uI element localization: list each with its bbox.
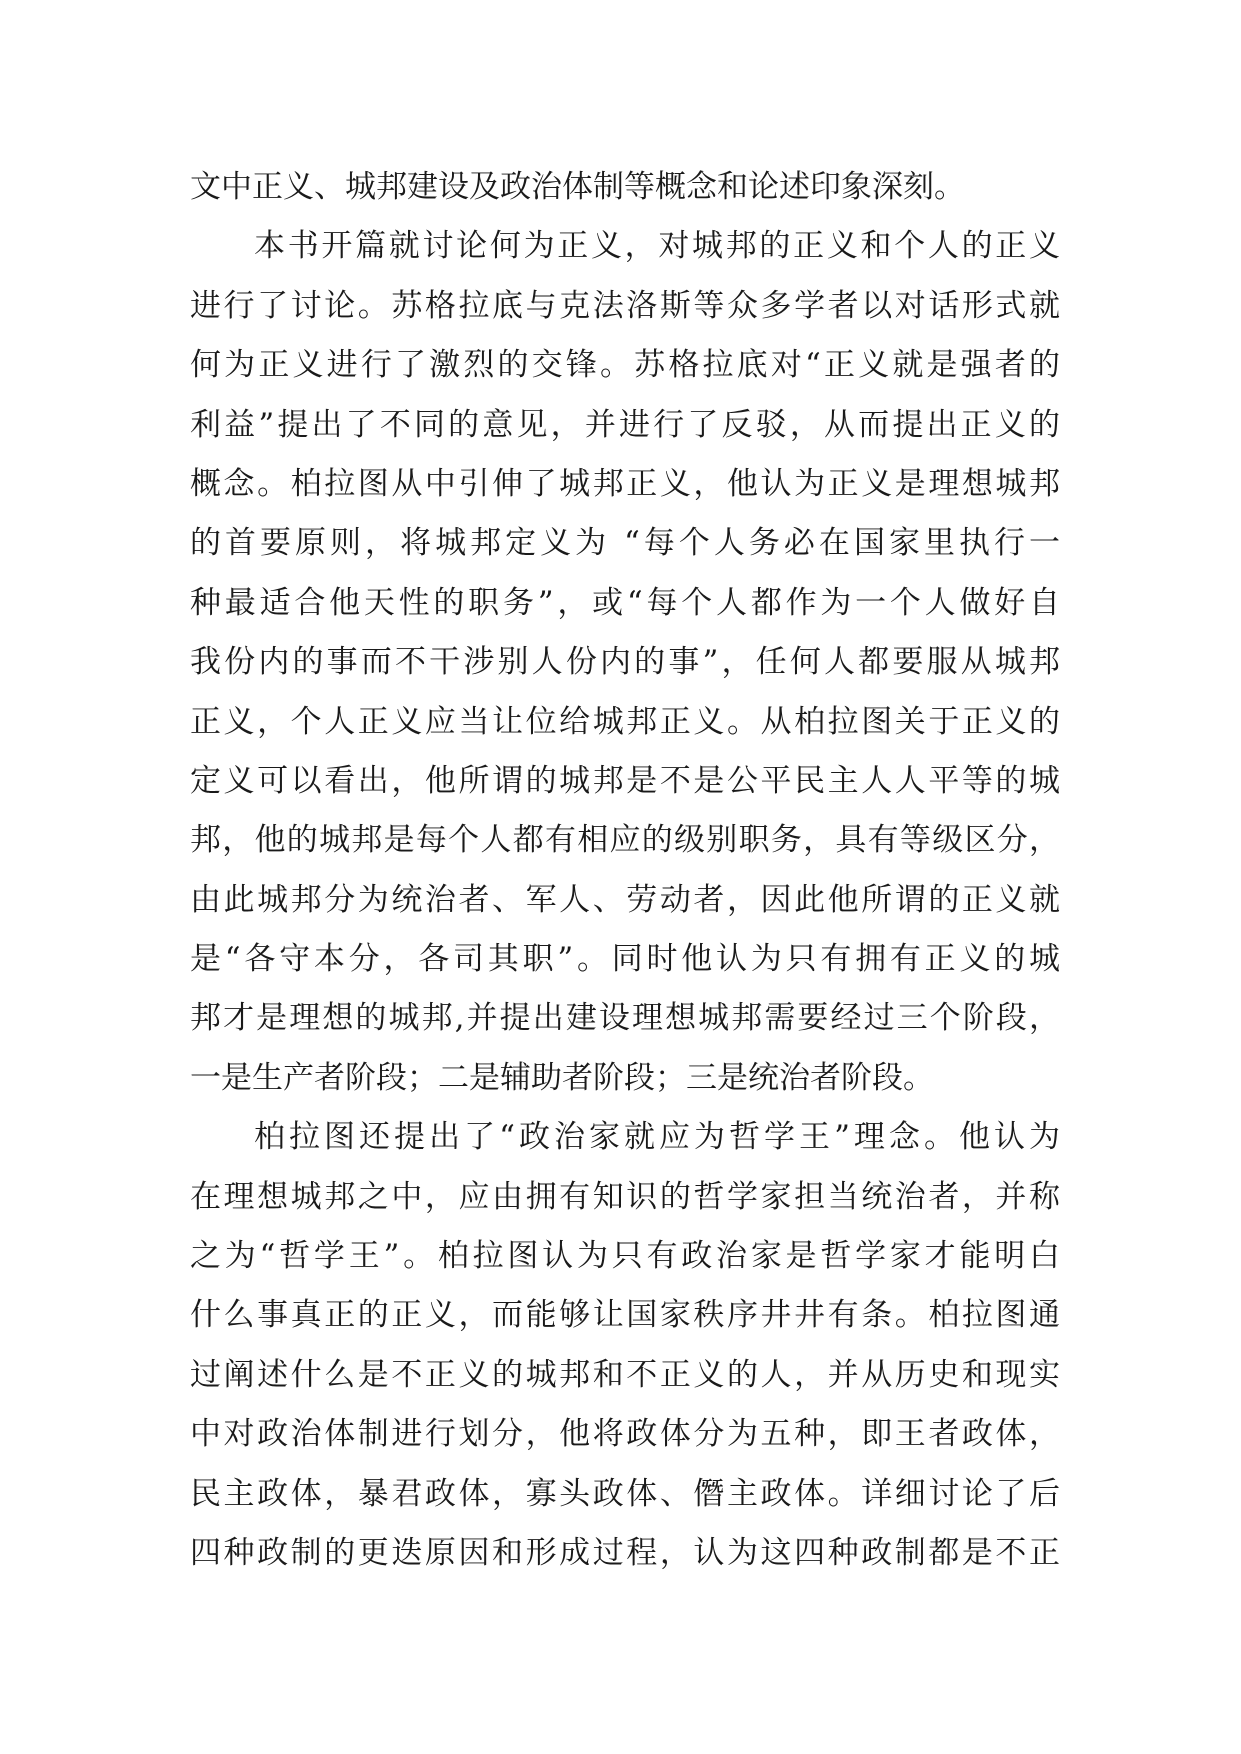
text-line: 邦，他的城邦是每个人都有相应的级别职务，具有等级区分， <box>190 822 1060 859</box>
text-line: 进行了讨论。苏格拉底与克法洛斯等众多学者以对话形式就 <box>190 287 1060 324</box>
text-line: 过阐述什么是不正义的城邦和不正义的人，并从历史和现实 <box>190 1356 1060 1393</box>
text-line: 正义，个人正义应当让位给城邦正义。从柏拉图关于正义的 <box>190 703 1060 740</box>
text-line: 文中正义、城邦建设及政治体制等概念和论述印象深刻。 <box>190 169 965 205</box>
text-line: 在理想城邦之中，应由拥有知识的哲学家担当统治者，并称 <box>190 1178 1060 1215</box>
text-line: 的首要原则，将城邦定义为 “每个人务必在国家里执行一 <box>190 525 1060 562</box>
text-line: 种最适合他天性的职务”，或“每个人都作为一个人做好自 <box>190 584 1060 621</box>
text-line: 之为“哲学王”。柏拉图认为只有政治家是哲学家才能明白 <box>190 1238 1060 1275</box>
text-line: 邦才是理想的城邦,并提出建设理想城邦需要经过三个阶段， <box>190 1000 1060 1037</box>
paragraph-first-line: 本书开篇就讨论何为正义，对城邦的正义和个人的正义 <box>254 228 1060 265</box>
text-line: 概念。柏拉图从中引伸了城邦正义，他认为正义是理想城邦 <box>190 465 1060 502</box>
text-line: 我份内的事而不干涉别人份内的事”，任何人都要服从城邦 <box>190 644 1060 681</box>
text-line: 定义可以看出，他所谓的城邦是不是公平民主人人平等的城 <box>190 762 1060 799</box>
text-line: 何为正义进行了激烈的交锋。苏格拉底对“正义就是强者的 <box>190 347 1060 384</box>
text-line: 由此城邦分为统治者、军人、劳动者，因此他所谓的正义就 <box>190 881 1060 918</box>
text-line: 民主政体，暴君政体，寡头政体、僭主政体。详细讨论了后 <box>190 1475 1060 1512</box>
text-line: 什么事真正的正义，而能够让国家秩序井井有条。柏拉图通 <box>190 1297 1060 1334</box>
text-line: 是“各守本分，各司其职”。同时他认为只有拥有正义的城 <box>190 941 1060 978</box>
text-line: 利益”提出了不同的意见，并进行了反驳，从而提出正义的 <box>190 406 1060 443</box>
text-line: 四种政制的更迭原因和形成过程，认为这四种政制都是不正 <box>190 1534 1060 1571</box>
paragraph-first-line: 柏拉图还提出了“政治家就应为哲学王”理念。他认为 <box>254 1119 1060 1156</box>
text-line: 一是生产者阶段；二是辅助者阶段；三是统治者阶段。 <box>190 1059 934 1096</box>
body-text <box>190 158 1060 1583</box>
text-line: 中对政治体制进行划分，他将政体分为五种，即王者政体， <box>190 1416 1060 1453</box>
